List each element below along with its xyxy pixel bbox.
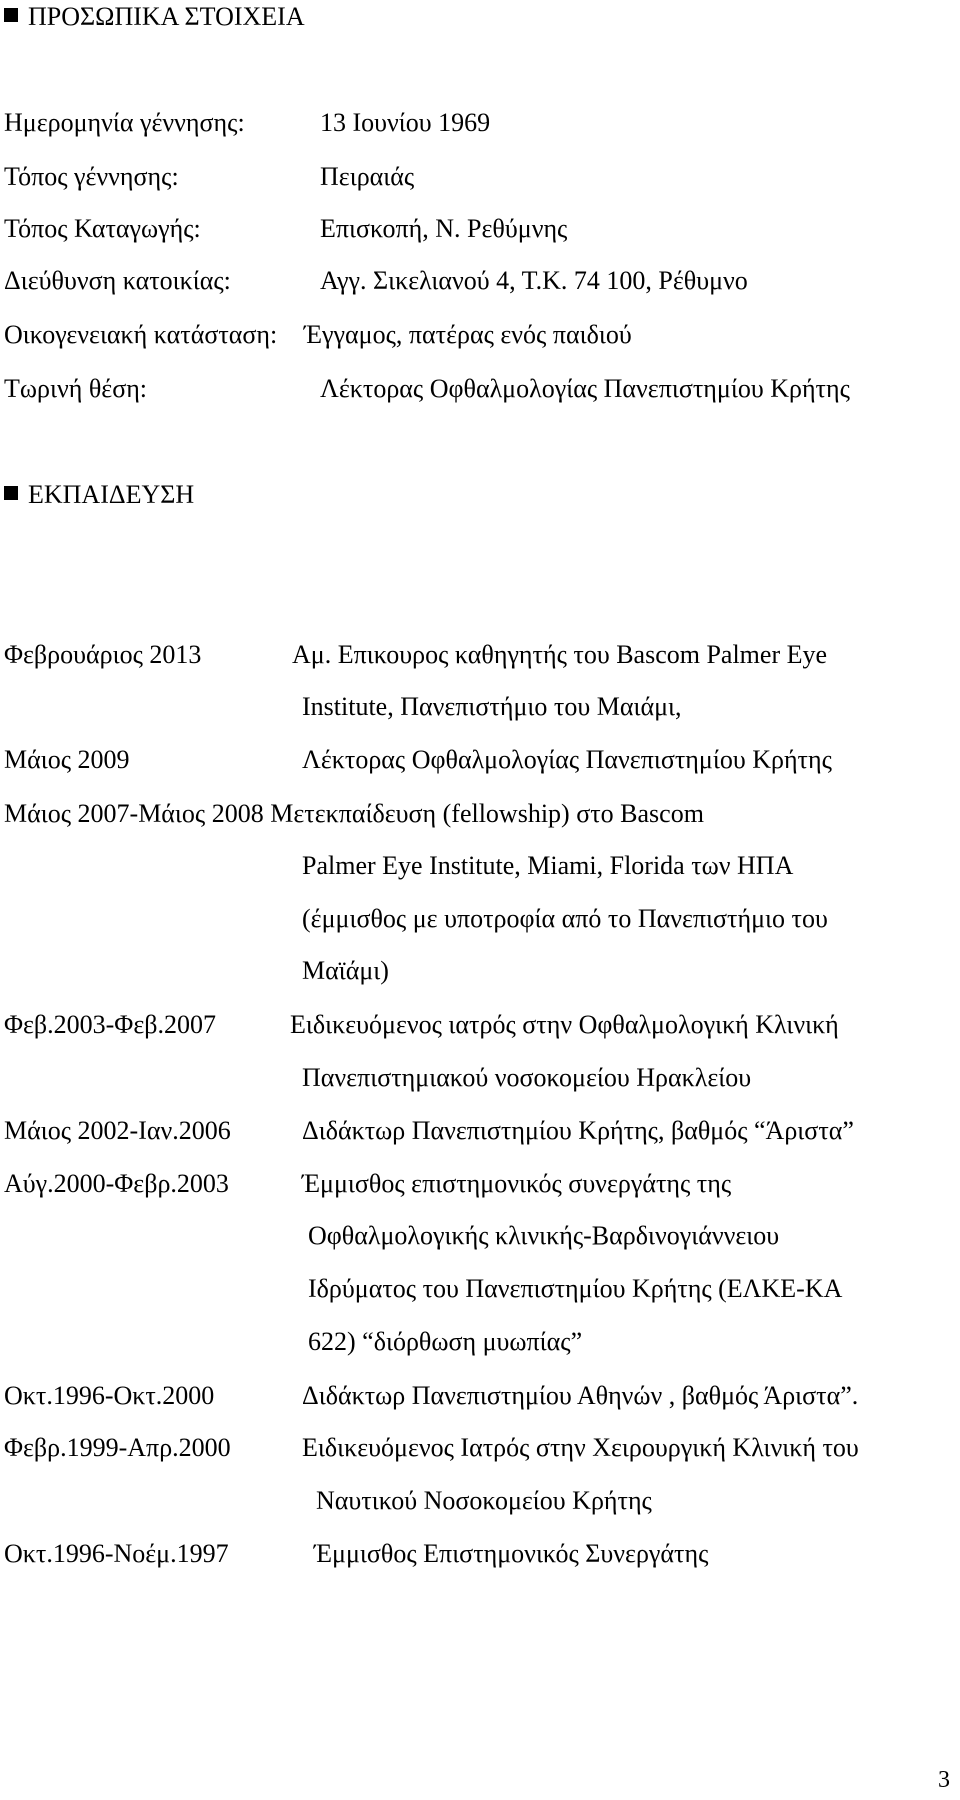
page-number: 3 xyxy=(938,1767,950,1793)
edu-line: Έμμισθος επιστημονικός συνεργάτης της xyxy=(302,1169,732,1198)
edu-line: Αμ. Επικουρος καθηγητής του Bascom Palmer Eye xyxy=(292,640,828,669)
section-bullet-icon xyxy=(4,8,18,22)
address-label: Διεύθυνση κατοικίας: xyxy=(4,266,231,295)
birth-date-label: Ημερομηνία γέννησης: xyxy=(4,108,245,137)
birth-place-label: Τόπος γέννησης: xyxy=(4,162,179,191)
personal-heading: ΠΡΟΣΩΠΙΚΑ ΣΤΟΙΧΕΙΑ xyxy=(28,2,305,31)
edu-line: Διδάκτωρ Πανεπιστημίου Κρήτης, βαθμός “Άριστα” xyxy=(302,1116,854,1145)
edu-line: Διδάκτωρ Πανεπιστημίου Αθηνών , βαθμός Άριστα”. xyxy=(302,1381,859,1410)
origin-value: Επισκοπή, Ν. Ρεθύμνης xyxy=(320,214,568,243)
position-value: Λέκτορας Οφθαλμολογίας Πανεπιστημίου Κρήτης xyxy=(320,374,850,403)
edu-line: Ναυτικού Νοσοκομείου Κρήτης xyxy=(316,1486,652,1515)
edu-date: Φεβρ.1999-Απρ.2000 xyxy=(4,1433,231,1462)
edu-date: Οκτ.1996-Οκτ.2000 xyxy=(4,1381,215,1410)
edu-line: Ιδρύματος του Πανεπιστημίου Κρήτης (ΕΛΚΕ-ΚΑ xyxy=(308,1274,843,1303)
origin-label: Τόπος Καταγωγής: xyxy=(4,214,201,243)
edu-date: Οκτ.1996-Νοέμ.1997 xyxy=(4,1539,229,1568)
edu-line: Ειδικευόμενος ιατρός στην Οφθαλμολογική Κλινική xyxy=(290,1010,839,1039)
edu-line: Πανεπιστημιακού νοσοκομείου Ηρακλείου xyxy=(302,1063,752,1092)
edu-line: (έμμισθος με υποτροφία από το Πανεπιστήμιο του xyxy=(302,904,828,933)
edu-line: Έμμισθος Επιστημονικός Συνεργάτης xyxy=(314,1539,709,1568)
edu-date: Μάιος 2002-Ιαν.2006 xyxy=(4,1116,231,1145)
position-label: Τωρινή θέση: xyxy=(4,374,148,403)
edu-line: 622) “διόρθωση μυωπίας” xyxy=(308,1327,583,1356)
edu-date: Αύγ.2000-Φεβρ.2003 xyxy=(4,1169,229,1198)
edu-date: Μάιος 2009 xyxy=(4,745,130,774)
edu-date: Φεβ.2003-Φεβ.2007 xyxy=(4,1010,216,1039)
edu-line: Μάιος 2007-Μάιος 2008 Μετεκπαίδευση (fellowship) στο Bascom xyxy=(4,799,704,828)
edu-line: Palmer Eye Institute, Miami, Florida των ΗΠΑ xyxy=(302,851,794,880)
address-value: Αγγ. Σικελιανού 4, Τ.Κ. 74 100, Ρέθυμνο xyxy=(320,266,748,295)
birth-date-value: 13 Ιουνίου 1969 xyxy=(320,108,491,137)
edu-date: Φεβρουάριος 2013 xyxy=(4,640,202,669)
education-heading: ΕΚΠΑΙΔΕΥΣΗ xyxy=(28,480,195,509)
edu-line: Μαϊάμι) xyxy=(302,956,389,985)
edu-line: Λέκτορας Οφθαλμολογίας Πανεπιστημίου Κρήτης xyxy=(302,745,832,774)
family-value: Έγγαμος, πατέρας ενός παιδιού xyxy=(304,320,632,349)
edu-line: Ειδικευόμενος Ιατρός στην Χειρουργική Κλινική του xyxy=(302,1433,859,1462)
edu-line: Οφθαλμολογικής κλινικής-Βαρδινογιάννειου xyxy=(308,1221,780,1250)
section-bullet-icon xyxy=(4,486,18,500)
birth-place-value: Πειραιάς xyxy=(320,162,415,191)
family-label: Οικογενειακή κατάσταση: xyxy=(4,320,278,349)
edu-line: Institute, Πανεπιστήμιο του Μαιάμι, xyxy=(302,692,682,721)
